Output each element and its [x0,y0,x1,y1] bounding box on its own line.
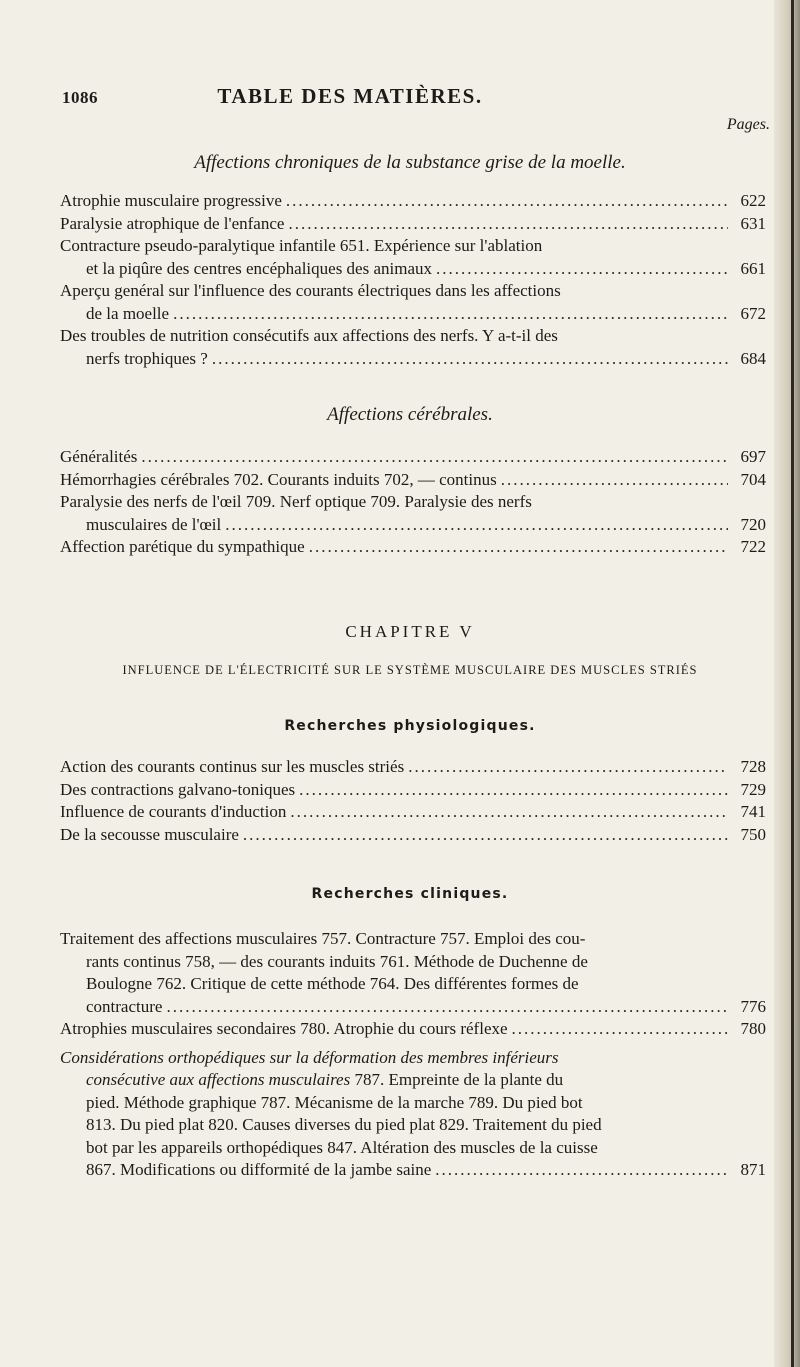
section-title-substance-grise: Affections chroniques de la substance grise de la moelle. [194,152,626,173]
toc-entry: Paralysie des nerfs de l'œil 709. Nerf optique 709. Paralysie des nerfs [60,492,532,511]
toc-entry-cont: nerfs trophiques ? ..... 684 [60,348,766,371]
toc-entry: Des contractions galvano-toniques ..... 729 [60,779,766,802]
toc-entry-cont: musculaires de l'œil ..... 720 [60,514,766,537]
section-title-cerebrales: Affections cérébrales. [327,404,493,425]
toc-entry-cont: pied. Méthode graphique 787. Mécanisme de la marche 789. Du pied bot [86,1092,583,1112]
chapter-title: CHAPITRE V [345,622,475,641]
toc-entry-cont: 867. Modifications ou difformité de la jambe saine ..... 871 [60,1159,766,1182]
toc-entry-cont: Boulogne 762. Critique de cette méthode 764. Des différentes formes de [86,974,579,993]
toc-entry: Des troubles de nutrition consécutifs aux affections des nerfs. Y a-t-il des [60,326,558,345]
toc-entry-cont: de la moelle ..... 672 [60,303,766,326]
toc-entry: Atrophies musculaires secondaires 780. Atrophie du cours réflexe ..... 780 [60,1018,766,1041]
pages-column-label: Pages. [726,116,770,133]
toc-entry: Hémorrhagies cérébrales 702. Courants induits 702, — continus ..... 704 [60,469,766,492]
toc-entry-cont: et la piqûre des centres encéphaliques des animaux ..... 661 [60,258,766,281]
toc-entry: Paralysie atrophique de l'enfance ..... 631 [60,213,766,236]
toc-entry-cont: contracture ..... 776 [60,996,766,1019]
chapter-subtitle: INFLUENCE DE L'ÉLECTRICITÉ SUR LE SYSTÈME MUSCULAIRE DES MUSCLES STRIÉS [122,663,698,677]
toc-entry: Contracture pseudo-paralytique infantile 651. Expérience sur l'ablation [60,236,543,255]
toc-entry: De la secousse musculaire ..... 750 [60,824,766,847]
section-entries-physiologiques [60,756,766,846]
toc-entry: Généralités ..... 697 [60,446,766,469]
toc-entry: Influence de courants d'induction ..... 741 [60,801,766,824]
page-number: 1086 [62,88,98,107]
subheading-physiologiques: Recherches physiologiques. [284,718,536,734]
running-head [0,84,800,114]
toc-entry-cont: consécutive aux affections musculaires 787. Empreinte de la plante du [86,1070,564,1089]
toc-entry-cont: rants continus 758, — des courants induits 761. Méthode de Duchenne de [86,951,588,971]
toc-entry-cont: 813. Du pied plat 820. Causes diverses du pied plat 829. Traitement du pied [86,1115,602,1134]
subheading-cliniques: Recherches cliniques. [311,886,509,902]
binding-shadow [791,0,794,1367]
toc-entry: Considérations orthopédiques sur la déformation des membres inférieurs [60,1047,559,1067]
toc-entry: Action des courants continus sur les muscles striés ..... 728 [60,756,766,779]
page-title: TABLE DES MATIÈRES. [217,84,483,108]
section-entries-substance-grise [60,190,766,370]
toc-entry: Aperçu genéral sur l'influence des courants électriques dans les affections [60,281,561,300]
page-edge [774,0,800,1367]
section-entries-cerebrales [60,446,766,559]
section-entries-cliniques [60,928,766,1182]
toc-entry: Atrophie musculaire progressive ..... 622 [60,190,766,213]
toc-entry-cont: bot par les appareils orthopédiques 847. Altération des muscles de la cuisse [86,1137,598,1157]
toc-entry: Traitement des affections musculaires 757. Contracture 757. Emploi des cou- [60,929,586,948]
toc-entry: Affection parétique du sympathique ..... 722 [60,536,766,559]
